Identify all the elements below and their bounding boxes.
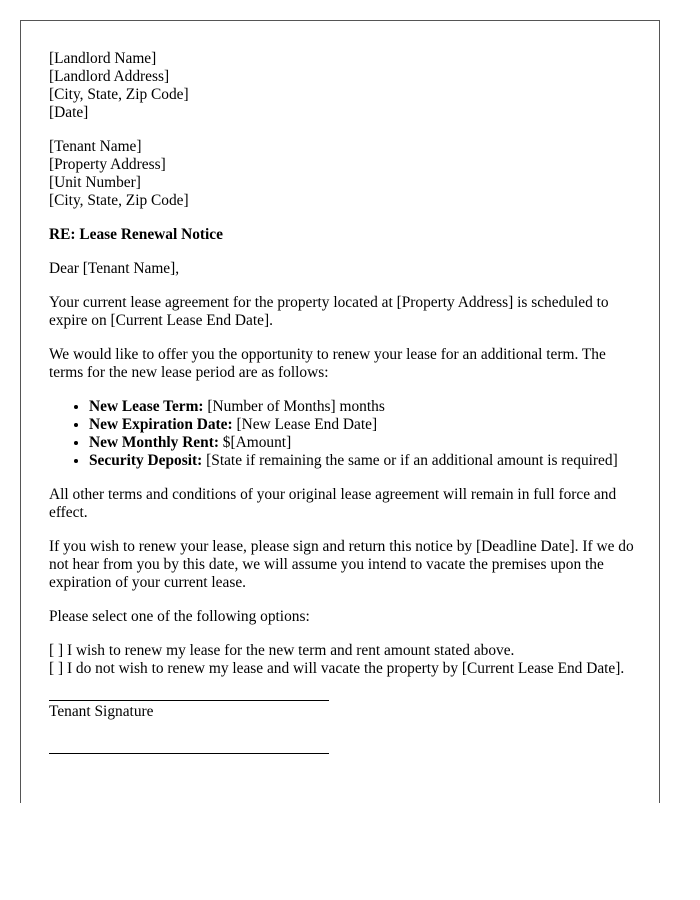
term-value: $[Amount] — [218, 434, 292, 451]
landlord-block — [49, 50, 634, 122]
landlord-address: [Landlord Address] — [49, 68, 170, 85]
term-label: New Lease Term: — [89, 398, 204, 415]
signature-line[interactable] — [49, 700, 329, 701]
letter-date: [Date] — [49, 104, 89, 121]
tenant-signature-caption: Tenant Signature — [49, 703, 154, 720]
intro-paragraph: Your current lease agreement for the property located at [Property Address] is scheduled to expire on [Current Lease End Date]. — [49, 294, 609, 329]
option-not-renew[interactable]: [ ] I do not wish to renew my lease and will vacate the property by [Current Lease End Date]. — [49, 660, 625, 677]
tenant-property-address: [Property Address] — [49, 156, 166, 173]
term-value: [New Lease End Date] — [232, 416, 378, 433]
list-item — [89, 452, 634, 470]
salutation: Dear [Tenant Name], — [49, 260, 180, 277]
offer-paragraph: We would like to offer you the opportunity to renew your lease for an additional term. The terms for the new lease period are as follows: — [49, 346, 606, 381]
term-label: Security Deposit: — [89, 452, 203, 469]
select-options-prompt: Please select one of the following options: — [49, 608, 310, 625]
deadline-paragraph: If you wish to renew your lease, please sign and return this notice by [Deadline Date]. If we do not hear from you by this date, we will assume you intend to vacate the premises upon the expiration of your current lease. — [49, 538, 634, 591]
landlord-city-state-zip: [City, State, Zip Code] — [49, 86, 189, 103]
options-block — [49, 642, 634, 678]
other-terms-paragraph: All other terms and conditions of your original lease agreement will remain in full force and effect. — [49, 486, 617, 521]
tenant-city-state-zip: [City, State, Zip Code] — [49, 192, 189, 209]
lease-terms-list — [49, 398, 634, 470]
tenant-block — [49, 138, 634, 210]
option-renew[interactable]: [ ] I wish to renew my lease for the new term and rent amount stated above. — [49, 642, 515, 659]
term-label: New Monthly Rent: — [89, 434, 219, 451]
list-item — [89, 416, 634, 434]
tenant-name: [Tenant Name] — [49, 138, 142, 155]
list-item — [89, 398, 634, 416]
term-label: New Expiration Date: — [89, 416, 233, 433]
subject-line: RE: Lease Renewal Notice — [49, 226, 223, 243]
letter-body — [49, 50, 634, 754]
term-value: [State if remaining the same or if an additional amount is required] — [202, 452, 618, 469]
tenant-unit-number: [Unit Number] — [49, 174, 141, 191]
list-item — [89, 434, 634, 452]
signature-block — [49, 700, 634, 754]
term-value: [Number of Months] months — [203, 398, 385, 415]
second-signature-line[interactable] — [49, 753, 329, 754]
letter-page — [20, 20, 660, 803]
landlord-name: [Landlord Name] — [49, 50, 157, 67]
